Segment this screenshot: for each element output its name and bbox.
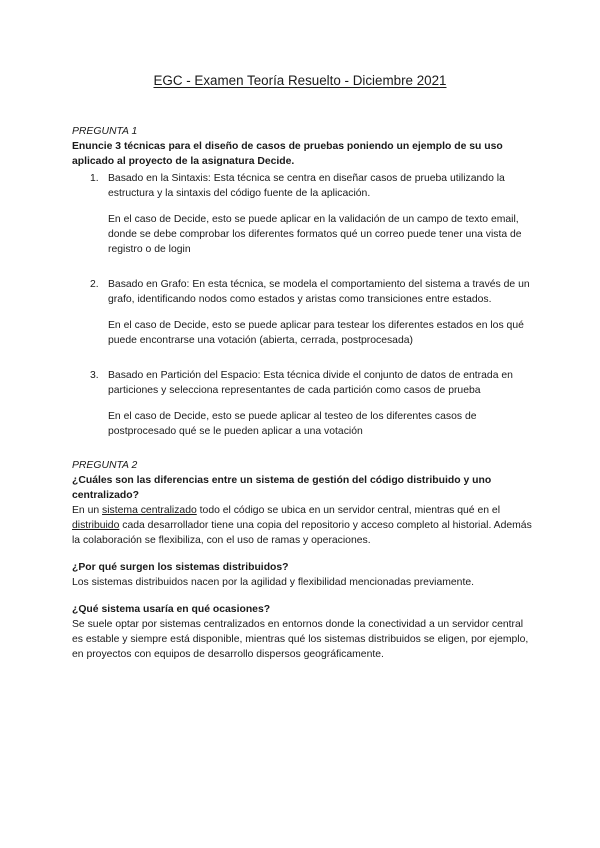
list-item-example: En el caso de Decide, esto se puede aplicar al testeo de los diferentes casos de postprocesado qué se le pueden aplicar a una votación xyxy=(108,411,477,437)
list-item xyxy=(72,368,532,439)
list-item xyxy=(72,277,532,348)
list-item-number: 2. xyxy=(90,279,99,290)
question-2-answer: En un sistema centralizado todo el código se ubica en un servidor central, mientras qué en el distribuido cada desarrollador tiene una copia del repositorio y acceso completo al historial. Además la colaboración se flexibiliza, con el uso de ramas y operaciones. xyxy=(72,505,532,546)
list-item-number: 3. xyxy=(90,370,99,381)
question-2-label: PREGUNTA 2 xyxy=(72,460,138,471)
question-1-label: PREGUNTA 1 xyxy=(72,126,138,137)
sistema-centralizado-link[interactable]: sistema centralizado xyxy=(102,505,197,516)
question-2-heading: ¿Cuáles son las diferencias entre un sistema de gestión del código distribuido y uno centralizado? xyxy=(72,475,492,501)
subquestion-1-heading: ¿Por qué surgen los sistemas distribuidos? xyxy=(72,562,289,573)
list-item xyxy=(72,171,532,257)
list-item-example: En el caso de Decide, esto se puede aplicar para testear los diferentes estados en los qué puede encontrarse una votación (abierta, cerrada, postprocesada) xyxy=(108,320,524,346)
subquestion-2-answer: Se suele optar por sistemas centralizados en entornos donde la conectividad a un servidor central es estable y siempre está disponible, mientras qué los sistemas distribuidos se eligen, por ejemplo, en proyectos con equipos de desarrollo dispersos geográficamente. xyxy=(72,619,529,660)
list-item-text: Basado en Partición del Espacio: Esta técnica divide el conjunto de datos de entrada en particiones y selecciona representantes de cada partición como casos de prueba xyxy=(108,370,513,396)
list-item-text: Basado en Grafo: En esta técnica, se modela el comportamiento del sistema a través de un grafo, identificando nodos como estados y aristas como transiciones entre estados. xyxy=(108,279,530,305)
subquestion-1-answer: Los sistemas distribuidos nacen por la agilidad y flexibilidad mencionadas previamente. xyxy=(72,577,474,588)
document-title: EGC - Examen Teoría Resuelto - Diciembre 2021 xyxy=(153,73,447,88)
question-1-heading: Enuncie 3 técnicas para el diseño de casos de pruebas poniendo un ejemplo de su uso aplicado al proyecto de la asignatura Decide. xyxy=(72,141,503,167)
question-2-section xyxy=(72,458,532,662)
subquestion-2-heading: ¿Qué sistema usaría en qué ocasiones? xyxy=(72,604,271,615)
list-item-number: 1. xyxy=(90,173,99,184)
question-1-section xyxy=(72,124,532,439)
list-item-example: En el caso de Decide, esto se puede aplicar en la validación de un campo de texto email, donde se debe comprobar los diferentes formatos qué un correo puede tener una vista de registro o de login xyxy=(108,214,522,255)
distribuido-link[interactable]: distribuido xyxy=(72,520,120,531)
list-item-text: Basado en la Sintaxis: Esta técnica se centra en diseñar casos de prueba utilizando la estructura y la sintaxis del código fuente de la aplicación. xyxy=(108,173,505,199)
